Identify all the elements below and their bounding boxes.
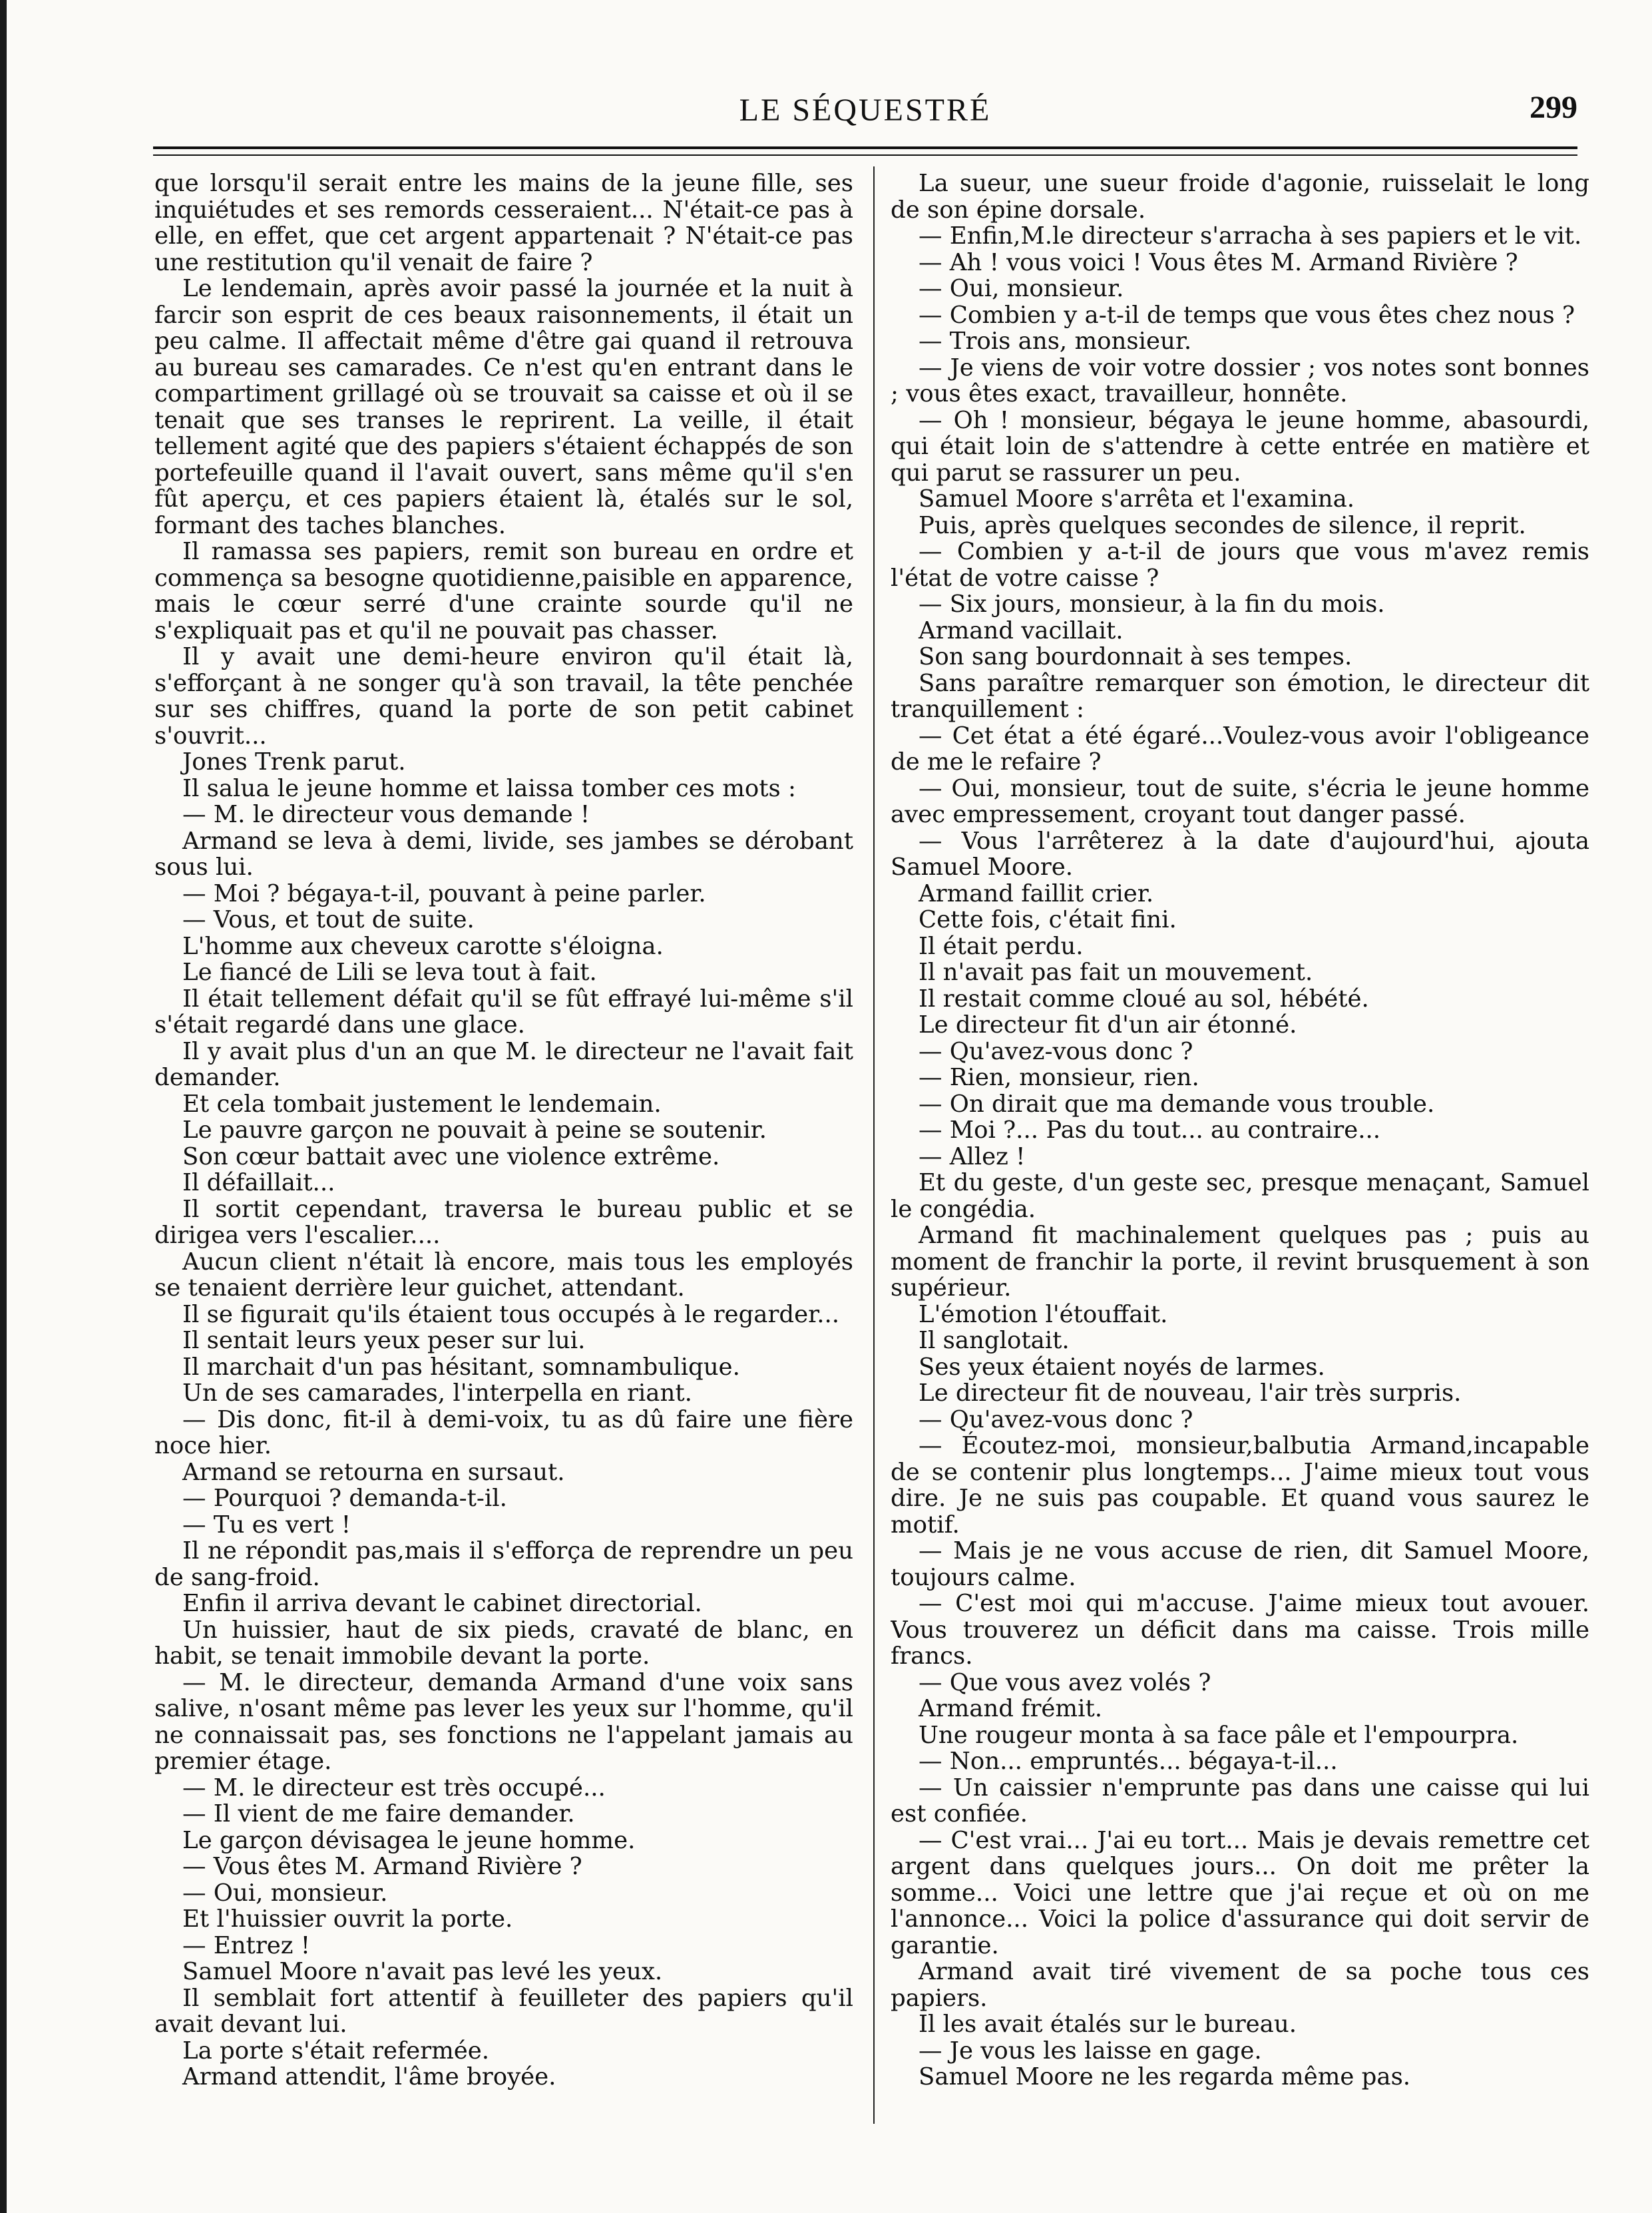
left-column xyxy=(154,170,853,2181)
paragraph: Et cela tombait justement le lendemain. xyxy=(182,1090,662,1118)
paragraph: — Ah ! vous voici ! Vous êtes M. Armand Rivière ? xyxy=(919,248,1518,276)
paragraph: Il se figurait qu'ils étaient tous occupés à le regarder... xyxy=(182,1300,840,1328)
paragraph: — C'est moi qui m'accuse. J'aime mieux tout avouer. Vous trouverez un déficit dans ma caisse. Trois mille francs. xyxy=(891,1590,1589,1670)
paragraph: — M. le directeur vous demande ! xyxy=(182,801,590,828)
paragraph: — Combien y a-t-il de temps que vous êtes chez nous ? xyxy=(919,301,1575,329)
page-header xyxy=(153,80,1577,160)
paragraph: — Enfin,M.le directeur s'arracha à ses papiers et le vit. xyxy=(919,222,1582,250)
paragraph: — Que vous avez volés ? xyxy=(919,1668,1211,1696)
paragraph: Il était perdu. xyxy=(919,932,1084,960)
paragraph: — M. le directeur est très occupé... xyxy=(182,1774,606,1802)
paragraph: L'émotion l'étouffait. xyxy=(919,1300,1168,1328)
paragraph: Il sentait leurs yeux peser sur lui. xyxy=(182,1327,586,1354)
paragraph: — Je viens de voir votre dossier ; vos notes sont bonnes ; vous êtes exact, travailleur, honnête. xyxy=(891,354,1589,407)
paragraph: — Entrez ! xyxy=(182,1931,311,1959)
paragraph: Armand se retourna en sursaut. xyxy=(182,1458,565,1486)
paragraph: Il y avait plus d'un an que M. le directeur ne l'avait fait demander. xyxy=(154,1037,853,1091)
paragraph: — Six jours, monsieur, à la fin du mois. xyxy=(919,591,1385,618)
paragraph: — Mais je ne vous accuse de rien, dit Samuel Moore, toujours calme. xyxy=(891,1537,1589,1591)
paragraph: — Je vous les laisse en gage. xyxy=(919,2037,1262,2065)
paragraph: — Vous l'arrêterez à la date d'aujourd'hui, ajouta Samuel Moore. xyxy=(891,827,1589,881)
paragraph: L'homme aux cheveux carotte s'éloigna. xyxy=(182,932,664,960)
paragraph: Samuel Moore n'avait pas levé les yeux. xyxy=(182,1958,663,1985)
paragraph: Il sortit cependant, traversa le bureau public et se dirigea vers l'escalier.... xyxy=(154,1195,853,1249)
paragraph: Samuel Moore ne les regarda même pas. xyxy=(919,2063,1411,2090)
paragraph: Le lendemain, après avoir passé la journée et la nuit à farcir son esprit de ces beaux raisonnements, il était un peu calme. Il affectait même d'être gai quand il retrouva au bureau ses camarades. Ce n'est qu'en entrant dans le compartiment grillagé où se trouvait sa caisse et où il se tenait que ses transes le reprirent. La veille, il était tellement agité que des papiers s'étaient échappés de son portefeuille quand il l'avait ouvert, sans même qu'il s'en fût aperçu, et ces papiers étaient là, étalés sur le sol, formant des taches blanches. xyxy=(154,275,853,539)
paragraph: Le pauvre garçon ne pouvait à peine se soutenir. xyxy=(182,1116,767,1144)
paragraph: — Moi ? bégaya-t-il, pouvant à peine parler. xyxy=(182,879,706,907)
paragraph: Armand avait tiré vivement de sa poche tous ces papiers. xyxy=(891,1958,1589,2012)
paragraph: — Un caissier n'emprunte pas dans une caisse qui lui est confiée. xyxy=(891,1774,1589,1828)
header-rule-thin xyxy=(153,154,1577,156)
paragraph: Il sanglotait. xyxy=(919,1327,1070,1354)
paragraph: — Oh ! monsieur, bégaya le jeune homme, abasourdi, qui était loin de s'attendre à cette entrée en matière et qui parut se rassurer un peu. xyxy=(891,406,1589,487)
paragraph: Il ne répondit pas,mais il s'efforça de reprendre un peu de sang-froid. xyxy=(154,1537,853,1591)
paragraph: Aucun client n'était là encore, mais tous les employés se tenaient derrière leur guichet, attendant. xyxy=(154,1248,853,1302)
paragraph: — Qu'avez-vous donc ? xyxy=(919,1037,1193,1065)
paragraph: Le directeur fit de nouveau, l'air très surpris. xyxy=(919,1379,1462,1407)
paragraph: — Pourquoi ? demanda-t-il. xyxy=(182,1485,507,1512)
paragraph: Une rougeur monta à sa face pâle et l'empourpra. xyxy=(919,1721,1519,1749)
paragraph: Ses yeux étaient noyés de larmes. xyxy=(919,1353,1325,1381)
paragraph: Il restait comme cloué au sol, hébété. xyxy=(919,985,1369,1013)
paragraph: Le directeur fit d'un air étonné. xyxy=(919,1011,1297,1039)
paragraph: Il ramassa ses papiers, remit son bureau en ordre et commença sa besogne quotidienne,paisible en apparence, mais le cœur serré d'une crainte sourde qu'il ne s'expliquait pas et qu'il ne pouvait pas chasser. xyxy=(154,538,853,644)
paragraph: Cette fois, c'était fini. xyxy=(919,906,1177,933)
column-divider xyxy=(873,166,875,2124)
paragraph: — On dirait que ma demande vous trouble. xyxy=(919,1090,1435,1118)
paragraph: Il défaillait... xyxy=(182,1169,335,1196)
paragraph: Samuel Moore s'arrêta et l'examina. xyxy=(919,485,1355,513)
paragraph: Puis, après quelques secondes de silence, il reprit. xyxy=(919,511,1526,539)
page-number: 299 xyxy=(1530,90,1577,125)
paragraph: — Trois ans, monsieur. xyxy=(919,328,1192,355)
paragraph: — Tu es vert ! xyxy=(182,1511,351,1539)
paragraph: Armand attendit, l'âme broyée. xyxy=(182,2063,556,2090)
paragraph: — Rien, monsieur, rien. xyxy=(919,1064,1199,1091)
paragraph: — Il vient de me faire demander. xyxy=(182,1800,575,1828)
paragraph: Armand vacillait. xyxy=(919,616,1124,644)
paragraph: Armand frémit. xyxy=(919,1695,1102,1722)
paragraph: — C'est vrai... J'ai eu tort... Mais je devais remettre cet argent dans quelques jours... On doit me prêter la somme... Voici une lettre que j'ai reçue et où on me l'annonce... Voici la police d'assurance qui doit servir de garantie. xyxy=(891,1826,1589,1959)
paragraph: — Dis donc, fit-il à demi-voix, tu as dû faire une fière noce hier. xyxy=(154,1405,853,1459)
paragraph: Un huissier, haut de six pieds, cravaté de blanc, en habit, se tenait immobile devant la porte. xyxy=(154,1616,853,1670)
header-rule xyxy=(153,146,1577,149)
paragraph: — Oui, monsieur, tout de suite, s'écria le jeune homme avec empressement, croyant tout danger passé. xyxy=(891,774,1589,828)
paragraph: — Allez ! xyxy=(919,1142,1026,1170)
paragraph: Armand se leva à demi, livide, ses jambes se dérobant sous lui. xyxy=(154,827,853,881)
paragraph: Le fiancé de Lili se leva tout à fait. xyxy=(182,959,597,986)
paragraph: Et du geste, d'un geste sec, presque menaçant, Samuel le congédia. xyxy=(891,1169,1589,1223)
paragraph: — Combien y a-t-il de jours que vous m'avez remis l'état de votre caisse ? xyxy=(891,538,1589,592)
paragraph: Le garçon dévisagea le jeune homme. xyxy=(182,1826,636,1854)
paragraph: — M. le directeur, demanda Armand d'une voix sans salive, n'osant même pas lever les yeux sur l'homme, qu'il ne connaissait pas, ses fonctions ne l'appelant jamais au premier étage. xyxy=(154,1668,853,1775)
paragraph: — Écoutez-moi, monsieur,balbutia Armand,incapable de se contenir plus longtemps... J'aime mieux tout vous dire. Je ne suis pas coupable. Et quand vous saurez le motif. xyxy=(891,1432,1589,1539)
paragraph: — Non... empruntés... bégaya-t-il... xyxy=(919,1748,1338,1775)
paragraph: Son cœur battait avec une violence extrême. xyxy=(182,1142,720,1170)
paragraph: Il était tellement défait qu'il se fût effrayé lui-même s'il s'était regardé dans une glace. xyxy=(154,985,853,1039)
right-column xyxy=(891,170,1589,2181)
paragraph: Armand fit machinalement quelques pas ; puis au moment de franchir la porte, il revint brusquement à son supérieur. xyxy=(891,1222,1589,1302)
paragraph: — Moi ?... Pas du tout... au contraire... xyxy=(919,1116,1381,1144)
paragraph: — Cet état a été égaré...Voulez-vous avoir l'obligeance de me le refaire ? xyxy=(891,722,1589,776)
paragraph: Sans paraître remarquer son émotion, le directeur dit tranquillement : xyxy=(891,669,1589,723)
paragraph: — Vous êtes M. Armand Rivière ? xyxy=(182,1853,582,1880)
paragraph: Un de ses camarades, l'interpella en riant. xyxy=(182,1379,692,1407)
paragraph: Armand faillit crier. xyxy=(919,879,1154,907)
paragraph: — Vous, et tout de suite. xyxy=(182,906,475,933)
paragraph: Et l'huissier ouvrit la porte. xyxy=(182,1905,513,1933)
paragraph: Il les avait étalés sur le bureau. xyxy=(919,2011,1297,2038)
paragraph: — Oui, monsieur. xyxy=(919,275,1124,302)
paragraph: Il semblait fort attentif à feuilleter des papiers qu'il avait devant lui. xyxy=(154,1984,853,2038)
paragraph: La sueur, une sueur froide d'agonie, ruisselait le long de son épine dorsale. xyxy=(891,170,1589,224)
paragraph: — Qu'avez-vous donc ? xyxy=(919,1405,1193,1433)
paragraph: Son sang bourdonnait à ses tempes. xyxy=(919,643,1352,670)
paragraph: Il n'avait pas fait un mouvement. xyxy=(919,959,1313,986)
paragraph: — Oui, monsieur. xyxy=(182,1879,388,1907)
paragraph: Il salua le jeune homme et laissa tomber ces mots : xyxy=(182,774,797,802)
paragraph: Il y avait une demi-heure environ qu'il était là, s'efforçant à ne songer qu'à son travail, la tête penchée sur ses chiffres, quand la porte de son petit cabinet s'ouvrit... xyxy=(154,643,853,750)
paragraph: que lorsqu'il serait entre les mains de la jeune fille, ses inquiétudes et ses remords cesseraient... N'était-ce pas à elle, en effet, que cet argent appartenait ? N'était-ce pas une restitution qu'il venait de faire ? xyxy=(154,170,853,276)
paragraph: Enfin il arriva devant le cabinet directorial. xyxy=(182,1590,702,1617)
paragraph: Il marchait d'un pas hésitant, somnambulique. xyxy=(182,1353,740,1381)
running-title: LE SÉQUESTRÉ xyxy=(739,93,992,128)
paragraph: Jones Trenk parut. xyxy=(182,748,406,776)
paragraph: La porte s'était refermée. xyxy=(182,2037,490,2065)
